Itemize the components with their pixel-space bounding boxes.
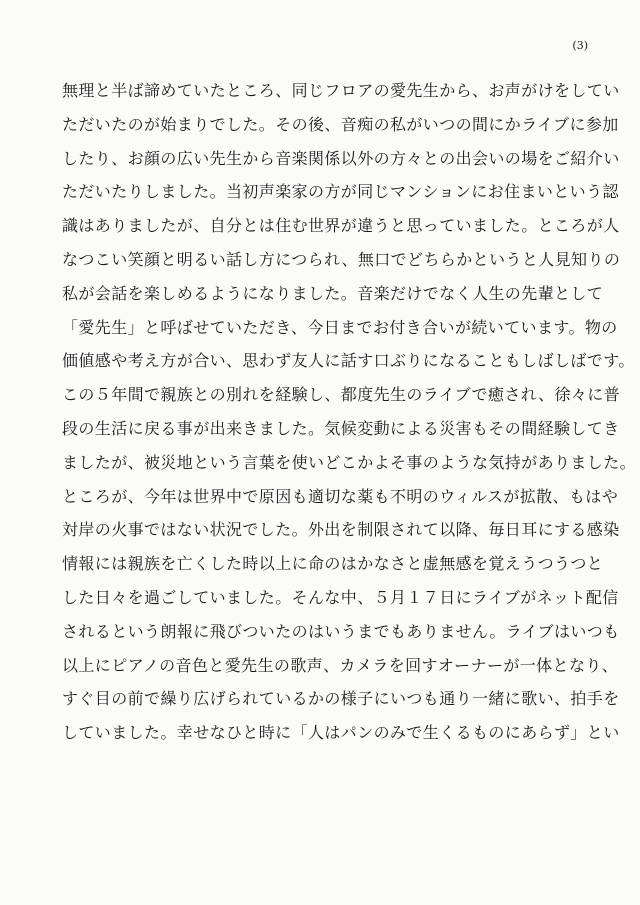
page-number: (3): [572, 39, 588, 52]
text-line: この５年間で親族との別れを経験し、都度先生のライブで癒され、徐々に普: [62, 385, 621, 405]
text-line: ましたが、被災地という言葉を使いどこかよそ事のような気持がありました。: [62, 452, 637, 472]
text-line: したり、お顔の広い先生から音楽関係以外の方々との出会いの場をご紹介い: [62, 148, 620, 168]
text-line: ところが、今年は世界中で原因も適切な薬も不明のウィルスが拡散、もはや: [62, 486, 619, 506]
text-line: 情報には親族を亡くした時以上に命のはかなさと虚無感を覚えうつうつと: [62, 554, 604, 574]
text-line: なつこい笑顔と明るい話し方につられ、無口でどちらかというと人見知りの: [62, 249, 621, 269]
text-line: されるという朗報に飛びついたのはいうまでもありません。ライブはいつも: [62, 621, 620, 641]
text-line: 無理と半ば諦めていたところ、同じフロアの愛先生から、お声がけをしてい: [62, 81, 620, 100]
text-line: 対岸の火事ではない状況でした。外出を制限されて以降、毎日耳にする感染: [62, 520, 620, 540]
text-line: していました。幸せなひと時に「人はパンのみで生くるものにあらず」とい: [62, 723, 620, 743]
text-line: 価値感や考え方が合い、思わず友人に話す口ぶりになることもしばしばです。: [62, 351, 635, 371]
text-line: 段の生活に戻る事が出来きました。気候変動による災害もその間経験してき: [62, 418, 620, 438]
text-line: ただいたのが始まりでした。その後、音痴の私がいつの間にかライブに参加: [62, 114, 619, 134]
text-line: した日々を過ごしていました。そんな中、５月１７日にライブがネット配信: [62, 587, 619, 607]
text-line: すぐ目の前で繰り広げられているかの様子にいつも通り一緒に歌い、拍手を: [62, 689, 620, 709]
text-line: 「愛先生」と呼ばせていただき、今日までお付き合いが続いています。物の: [62, 317, 618, 337]
body-text: [62, 74, 637, 750]
text-line: 以上にピアノの音色と愛先生の歌声、カメラを回すオーナーが一体となり、: [62, 655, 619, 675]
text-line: 私が会話を楽しめるようになりました。音楽だけでなく人生の先輩として: [62, 283, 604, 303]
text-line: 識はありましたが、自分とは住む世界が違うと思っていました。ところが人: [62, 216, 620, 236]
text-line: ただいたりしました。当初声楽家の方が同じマンションにお住まいという認: [62, 182, 619, 202]
